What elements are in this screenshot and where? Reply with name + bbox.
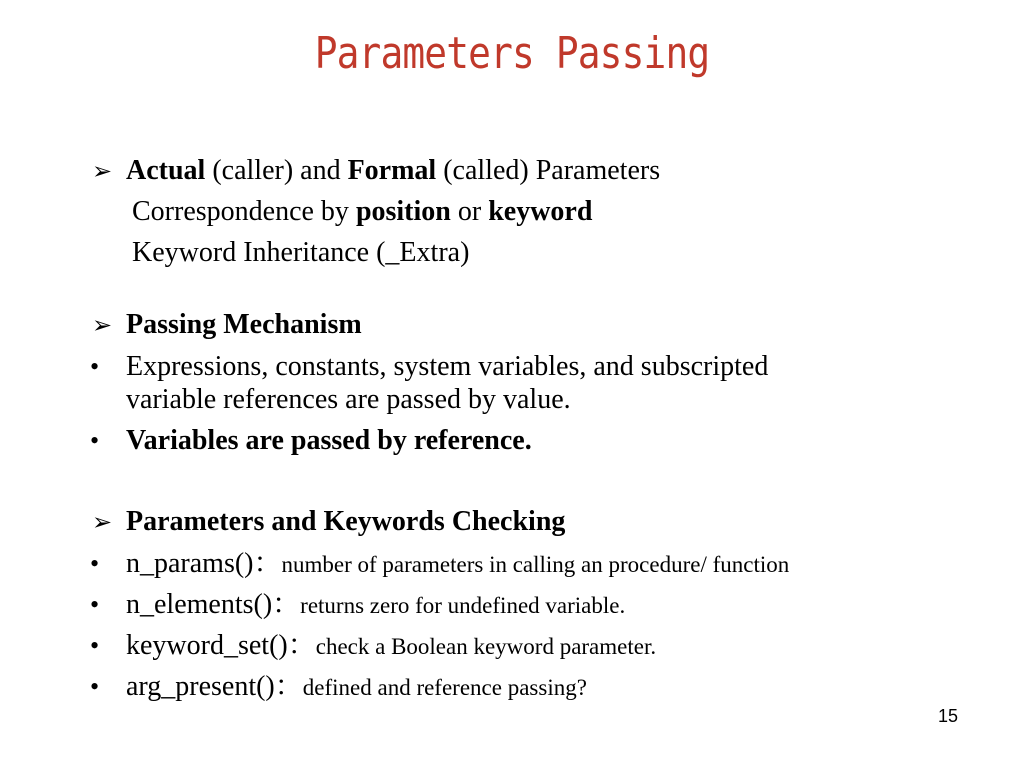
section1-sub2: Keyword Inheritance (_Extra) — [132, 237, 470, 268]
bullet-dot-icon: • — [90, 549, 100, 578]
actual-term: Actual — [126, 155, 206, 186]
arrow-bullet-icon: ➢ — [92, 157, 113, 185]
sub1-text-1: Correspondence by — [132, 196, 356, 227]
list-item — [126, 670, 587, 705]
heading-text-2: (called) Parameters — [436, 155, 661, 186]
keyword-term: keyword — [488, 196, 593, 227]
list-item — [126, 629, 656, 664]
position-term: position — [355, 196, 451, 227]
function-name: arg_present()： — [126, 671, 303, 702]
section2-bullet1-line2: variable references are passed by value. — [126, 384, 571, 415]
section1-sub1 — [132, 195, 592, 229]
section1-heading — [126, 154, 660, 188]
function-desc: number of parameters in calling an procedure/ function — [281, 552, 790, 577]
function-name: keyword_set()： — [126, 630, 316, 661]
section2-heading: Passing Mechanism — [126, 309, 362, 340]
heading-text-1: (caller) and — [205, 155, 348, 186]
function-desc: defined and reference passing? — [302, 675, 587, 700]
arrow-bullet-icon: ➢ — [92, 508, 113, 536]
formal-term: Formal — [347, 155, 437, 186]
arrow-bullet-icon: ➢ — [92, 311, 113, 339]
bullet-dot-icon: • — [90, 672, 100, 701]
bullet-dot-icon: • — [90, 590, 100, 619]
function-name: n_params()： — [126, 548, 282, 579]
section2-bullet2: Variables are passed by reference. — [126, 425, 532, 456]
function-name: n_elements()： — [126, 589, 301, 620]
section2-bullet1-line1: Expressions, constants, system variables, and subscripted — [126, 351, 769, 382]
section3-heading: Parameters and Keywords Checking — [126, 506, 566, 537]
bullet-dot-icon: • — [90, 426, 100, 455]
function-desc: check a Boolean keyword parameter. — [315, 634, 657, 659]
sub1-text-2: or — [450, 196, 489, 227]
page-number: 15 — [937, 706, 958, 726]
slide-title: Parameters Passing — [314, 28, 710, 79]
list-item — [126, 588, 625, 623]
bullet-dot-icon: • — [90, 352, 100, 381]
function-desc: returns zero for undefined variable. — [300, 593, 626, 618]
bullet-dot-icon: • — [90, 631, 100, 660]
list-item — [126, 547, 789, 582]
